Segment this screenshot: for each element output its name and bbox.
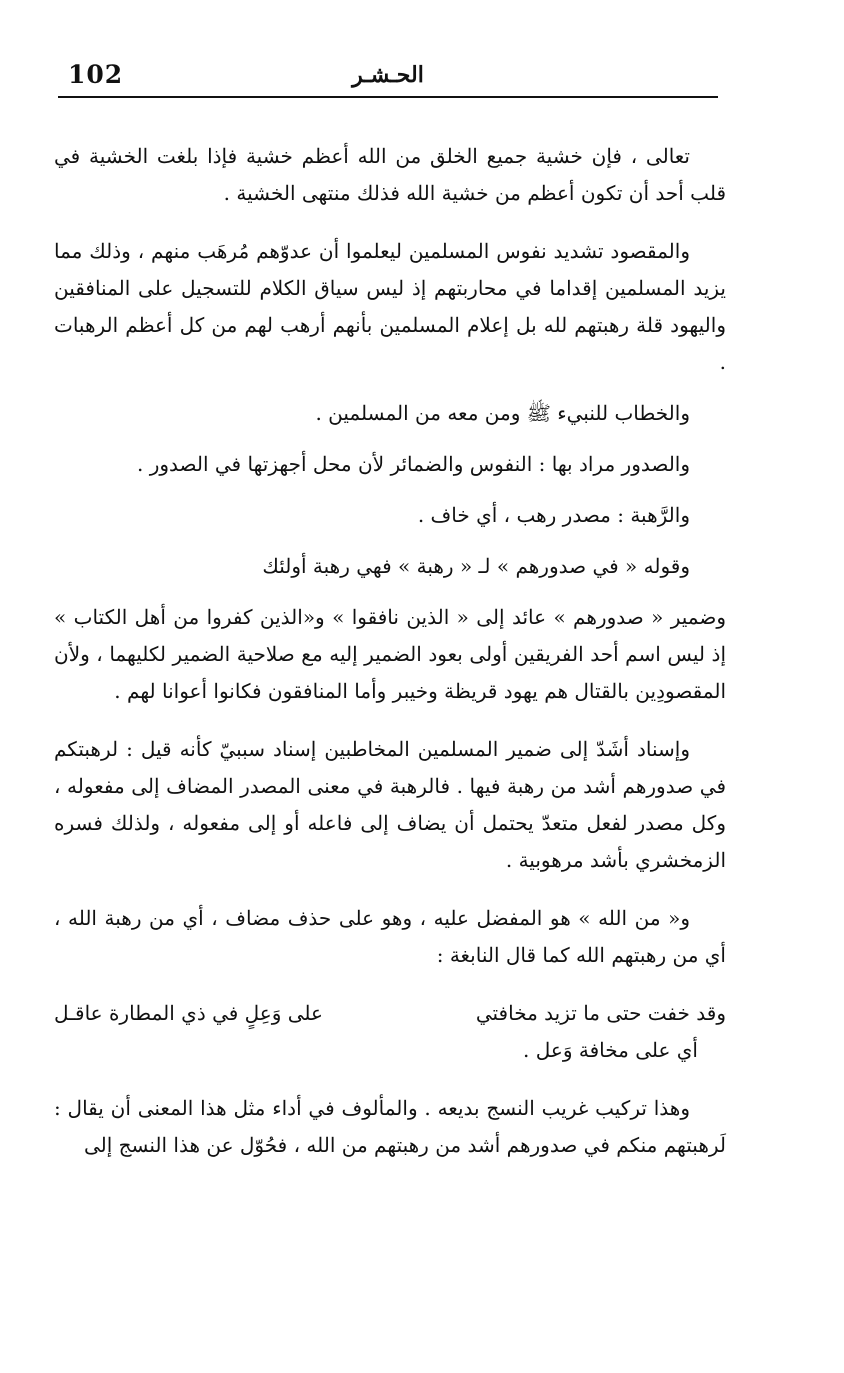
paragraph: وإسناد أشَدّ إلى ضمير المسلمين المخاطبين إسناد سببيّ كأنه قيل : لرهبتكم في صدورهم أشد من رهبة فيها . فالرهبة في معنى المصدر المضاف إلى مفعوله ، وكل مصدر لفعل متعدّ يحتمل أن يضاف إلى فاعله أو إلى مفعوله ، ولذلك فسره الزمخشري بأشد مرهوبية . (54, 737, 726, 872)
header-rule (58, 96, 718, 98)
paragraph: والرَّهبة : مصدر رهب ، أي خاف . (417, 503, 690, 527)
verse-first-hemistich: وقد خفت حتى ما تزيد مخافتي (475, 1001, 726, 1025)
paragraph: وضمير « صدورهم » عائد إلى « الذين نافقوا » و«الذين كفروا من أهل الكتاب » إذ ليس اسم أحد الفريقين أولى بعود الضمير إليه مع صلاحية الضمير لكليهما ، ولأن المقصودِين بالقتال هم يهود قريظة وخيبر وأما المنافقون فكانوا أعوانا لهم . (54, 605, 726, 703)
paragraph: و« من الله » هو المفضل عليه ، وهو على حذف مضاف ، أي من رهبة الله ، أي من رهبتهم الله كما قال النابغة : (54, 906, 726, 967)
paragraph: والمقصود تشديد نفوس المسلمين ليعلموا أن عدوّهم مُرهَب منهم ، وذلك مما يزيد المسلمين إقداما في محاربتهم إذ ليس سياق الكلام للتسجيل على المنافقين واليهود قلة رهبتهم لله بل إعلام المسلمين بأنهم أرهب لهم من كل أعظم الرهبات . (54, 239, 726, 374)
poetry-verse (54, 995, 726, 1032)
page-header (58, 52, 718, 98)
verse-second-hemistich: على وَعِلٍ في ذي المطارة عاقـل (54, 1001, 323, 1025)
page-body (54, 138, 726, 1164)
paragraph: والخطاب للنبيء ﷺ ومن معه من المسلمين . (315, 401, 690, 425)
paragraph: تعالى ، فإن خشية جميع الخلق من الله أعظم خشية فإذا بلغت الخشية في قلب أحد أن تكون أعظم من خشية الله فذلك منتهى الخشية . (54, 144, 726, 205)
verse-note: أي على مخافة وَعل . (523, 1038, 698, 1062)
paragraph: والصدور مراد بها : النفوس والضمائر لأن محل أجهزتها في الصدور . (137, 452, 690, 476)
page-number: 102 (68, 60, 124, 89)
paragraph: وهذا تركيب غريب النسج بديعه . والمألوف في أداء مثل هذا المعنى أن يقال : لَرهبتهم منكم في صدورهم أشد من رهبتهم من الله ، فحُوّل عن هذا النسج إلى (54, 1096, 726, 1157)
paragraph: وقوله « في صدورهم » لـ « رهبة » فهي رهبة أولئك (262, 554, 690, 578)
running-title: الحـشـر (352, 62, 424, 88)
